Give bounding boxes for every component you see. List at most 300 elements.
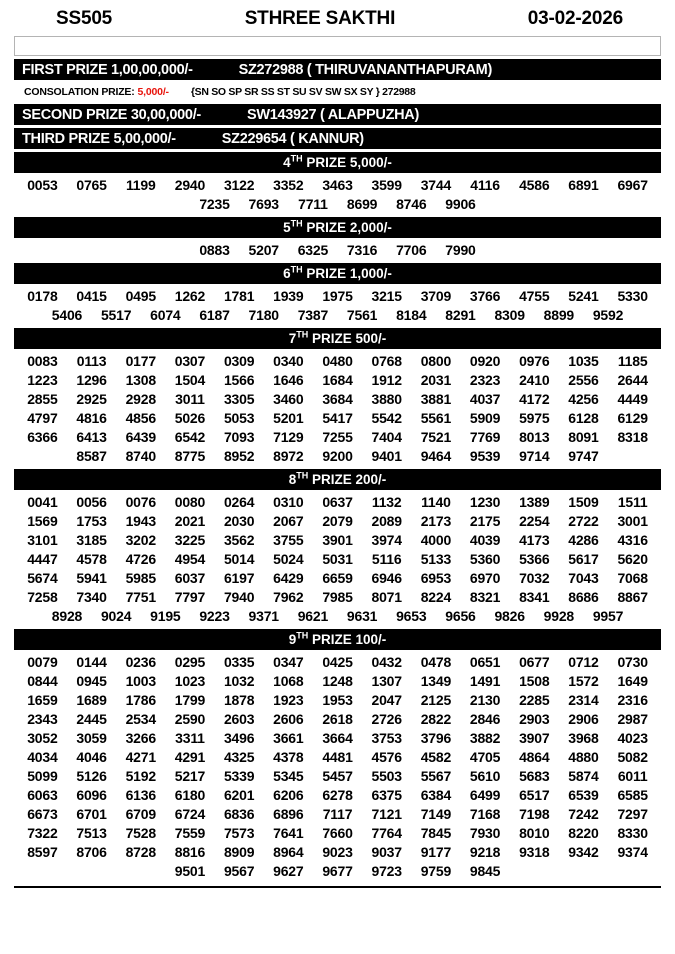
winning-number: 5360 — [469, 551, 501, 567]
winning-number: 5874 — [568, 768, 599, 784]
winning-number: 5567 — [420, 768, 452, 784]
winning-number: 5014 — [223, 551, 255, 567]
winning-number: 6953 — [420, 570, 452, 586]
winning-number: 3796 — [420, 730, 452, 746]
second-prize-row-label: SECOND PRIZE 30,00,000/- — [22, 106, 201, 123]
prize-heading-5 — [14, 217, 661, 238]
winning-number: 2606 — [273, 711, 304, 727]
winning-number: 5542 — [371, 410, 402, 426]
number-row — [14, 176, 661, 195]
winning-number: 9023 — [322, 844, 353, 860]
winning-number: 2846 — [469, 711, 501, 727]
winning-number: 7769 — [469, 429, 501, 445]
number-row — [14, 447, 661, 466]
winning-number: 6709 — [125, 806, 156, 822]
winning-number: 0800 — [420, 353, 452, 369]
winning-number: 8597 — [27, 844, 58, 860]
winning-number: 7316 — [346, 242, 378, 258]
prize-heading-4 — [14, 152, 661, 173]
winning-number: 7528 — [125, 825, 156, 841]
winning-number: 9218 — [469, 844, 501, 860]
winning-number: 7985 — [322, 589, 353, 605]
winning-number: 7322 — [27, 825, 58, 841]
winning-number: 4046 — [76, 749, 107, 765]
winning-number: 0309 — [223, 353, 255, 369]
winning-number: 0340 — [273, 353, 304, 369]
winning-number: 4880 — [568, 749, 599, 765]
winning-number: 2722 — [568, 513, 599, 529]
number-row — [14, 862, 661, 881]
winning-number: 6499 — [469, 787, 501, 803]
winning-number: 8330 — [617, 825, 648, 841]
winning-number: 2089 — [371, 513, 402, 529]
winning-number: 1296 — [76, 372, 107, 388]
winning-number: 7297 — [617, 806, 648, 822]
winning-number: 1068 — [273, 673, 304, 689]
winning-number: 6129 — [617, 410, 648, 426]
winning-number: 5617 — [568, 551, 599, 567]
winning-number: 4447 — [27, 551, 58, 567]
winning-number: 5620 — [617, 551, 648, 567]
winning-number: 1753 — [76, 513, 107, 529]
winning-number: 6673 — [27, 806, 58, 822]
number-row — [14, 767, 661, 786]
empty-note-box — [14, 36, 661, 56]
winning-number: 9024 — [100, 608, 132, 624]
winning-number: 0651 — [469, 654, 501, 670]
winning-number: 7068 — [617, 570, 648, 586]
winning-number: 1140 — [421, 494, 451, 510]
winning-number: 0765 — [76, 177, 107, 193]
prize-heading-rest: PRIZE 2,000/- — [302, 220, 392, 235]
winning-number: 8291 — [445, 307, 476, 323]
winning-number: 3881 — [420, 391, 452, 407]
winning-number: 5339 — [223, 768, 255, 784]
winning-number: 9592 — [592, 307, 624, 323]
winning-number: 2254 — [519, 513, 550, 529]
winning-number: 3753 — [371, 730, 402, 746]
winning-number: 4039 — [469, 532, 501, 548]
winning-number: 4034 — [27, 749, 58, 765]
winning-number: 8309 — [494, 307, 525, 323]
winning-number: 3001 — [617, 513, 648, 529]
winning-number: 5082 — [617, 749, 648, 765]
winning-number: 5024 — [273, 551, 304, 567]
winning-number: 2314 — [568, 692, 599, 708]
number-row — [14, 195, 661, 214]
winning-number: 1230 — [469, 494, 501, 510]
winning-number: 5406 — [51, 307, 83, 323]
winning-number: 8013 — [519, 429, 550, 445]
winning-number: 6011 — [617, 768, 648, 784]
winning-number: 1035 — [568, 353, 599, 369]
number-row — [14, 691, 661, 710]
prize-ordinal: 7 — [288, 331, 297, 346]
winning-number: 0883 — [199, 242, 230, 258]
number-row — [14, 409, 661, 428]
winning-number: 0677 — [519, 654, 550, 670]
winning-number: 9621 — [297, 608, 329, 624]
winning-number: 3225 — [174, 532, 206, 548]
first-prize-row — [14, 59, 661, 80]
prize-heading-7 — [14, 328, 661, 349]
winning-number: 7149 — [420, 806, 452, 822]
number-row — [14, 287, 661, 306]
number-row — [14, 805, 661, 824]
winning-number: 2928 — [125, 391, 156, 407]
winning-number: 6366 — [27, 429, 58, 445]
winning-number: 9747 — [568, 448, 599, 464]
prize-numbers-5 — [14, 238, 661, 263]
winning-number: 2343 — [27, 711, 58, 727]
winning-number: 1248 — [322, 673, 353, 689]
winning-number: 7940 — [223, 589, 255, 605]
prize-ordinal-suffix: TH — [290, 264, 303, 275]
winning-number: 1389 — [519, 494, 550, 510]
winning-number: 5330 — [617, 288, 648, 304]
winning-number: 3907 — [519, 730, 550, 746]
winning-number: 3266 — [125, 730, 156, 746]
winning-number: 6413 — [76, 429, 107, 445]
winning-number: 2603 — [223, 711, 255, 727]
winning-number: 0144 — [76, 654, 107, 670]
prize-numbers-9 — [14, 650, 661, 884]
number-row — [14, 607, 661, 626]
winning-number: 9928 — [543, 608, 575, 624]
number-row — [14, 672, 661, 691]
winning-number: 6074 — [150, 307, 181, 323]
winning-number: 6197 — [223, 570, 255, 586]
winning-number: 8220 — [568, 825, 599, 841]
winning-number: 7129 — [273, 429, 304, 445]
winning-number: 3661 — [273, 730, 304, 746]
winning-number: 6136 — [125, 787, 156, 803]
winning-number: 4316 — [617, 532, 648, 548]
winning-number: 2906 — [568, 711, 599, 727]
winning-number: 9906 — [445, 196, 476, 212]
winning-number: 1491 — [469, 673, 501, 689]
winning-number: 5201 — [273, 410, 304, 426]
prize-numbers-7 — [14, 349, 661, 469]
prize-ordinal: 6 — [283, 266, 291, 281]
winning-number: 4271 — [125, 749, 156, 765]
winning-number: 1569 — [27, 513, 58, 529]
prize-heading-rest: PRIZE 200/- — [308, 472, 387, 487]
winning-number: 3460 — [273, 391, 304, 407]
winning-number: 3352 — [273, 177, 304, 193]
winning-number: 5503 — [371, 768, 402, 784]
winning-number: 4173 — [519, 532, 550, 548]
winning-number: 6206 — [273, 787, 304, 803]
winning-number: 9627 — [273, 863, 304, 879]
winning-number: 0113 — [76, 353, 107, 369]
winning-number: 9371 — [248, 608, 279, 624]
winning-number: 2130 — [469, 692, 501, 708]
winning-number: 8964 — [273, 844, 304, 860]
winning-number: 8224 — [420, 589, 452, 605]
winning-number: 9374 — [617, 844, 648, 860]
winning-number: 6585 — [617, 787, 648, 803]
winning-number: 2079 — [322, 513, 353, 529]
winning-number: 1975 — [322, 288, 353, 304]
winning-number: 0056 — [76, 494, 107, 510]
winning-number: 5683 — [519, 768, 550, 784]
third-prize-row-ticket: SZ229654 ( KANNUR) — [221, 130, 364, 147]
winning-number: 2822 — [420, 711, 452, 727]
winning-number: 3968 — [568, 730, 599, 746]
winning-number: 6201 — [223, 787, 255, 803]
number-row — [14, 786, 661, 805]
first-prize-row-label: FIRST PRIZE 1,00,00,000/- — [22, 61, 193, 78]
winning-number: 2726 — [371, 711, 402, 727]
consolation-series-list: {SN SO SP SR SS ST SU SV SW SX SY } 272988 — [190, 86, 416, 98]
winning-number: 7404 — [371, 429, 402, 445]
winning-number: 9723 — [371, 863, 402, 879]
winning-number: 0310 — [273, 494, 304, 510]
winning-number: 8091 — [568, 429, 599, 445]
prize-heading-label — [283, 220, 392, 235]
winning-number: 6128 — [568, 410, 599, 426]
winning-number: 0432 — [371, 654, 402, 670]
winning-number: 5674 — [27, 570, 58, 586]
winning-number: 1953 — [322, 692, 353, 708]
winning-number: 3059 — [76, 730, 107, 746]
winning-number: 9656 — [445, 608, 476, 624]
prize-numbers-8 — [14, 490, 661, 629]
winning-number: 5026 — [174, 410, 206, 426]
winning-number: 3709 — [420, 288, 452, 304]
winning-number: 6037 — [174, 570, 206, 586]
winning-number: 7797 — [174, 589, 206, 605]
results-content — [0, 59, 675, 884]
winning-number: 5985 — [125, 570, 156, 586]
winning-number: 2047 — [371, 692, 402, 708]
winning-number: 9539 — [469, 448, 501, 464]
winning-number: 2031 — [420, 372, 452, 388]
winning-number: 1939 — [273, 288, 304, 304]
winning-number: 5133 — [420, 551, 452, 567]
prize-heading-label — [289, 331, 387, 346]
winning-number: 0083 — [27, 353, 58, 369]
winning-number: 1003 — [125, 673, 156, 689]
winning-number: 2855 — [27, 391, 58, 407]
winning-number: 8318 — [617, 429, 648, 445]
consolation-prize-row — [14, 83, 661, 101]
winning-number: 6096 — [76, 787, 107, 803]
winning-number: 7387 — [297, 307, 329, 323]
winning-number: 6542 — [174, 429, 206, 445]
winning-number: 7962 — [273, 589, 304, 605]
winning-number: 5941 — [76, 570, 107, 586]
winning-number: 3755 — [273, 532, 304, 548]
winning-number: 9200 — [322, 448, 353, 464]
winning-number: 5099 — [27, 768, 58, 784]
second-prize-row — [14, 104, 661, 125]
winning-number: 1307 — [371, 673, 402, 689]
prize-heading-9 — [14, 629, 661, 650]
winning-number: 1799 — [174, 692, 206, 708]
winning-number: 5217 — [174, 768, 206, 784]
winning-number: 3496 — [223, 730, 255, 746]
winning-number: 7117 — [322, 806, 353, 822]
prize-numbers-6 — [14, 284, 661, 328]
winning-number: 5126 — [76, 768, 107, 784]
winning-number: 7032 — [519, 570, 550, 586]
winning-number: 5192 — [125, 768, 156, 784]
winning-number: 2021 — [174, 513, 206, 529]
number-row — [14, 428, 661, 447]
winning-number: 5207 — [248, 242, 279, 258]
winning-number: 4755 — [519, 288, 550, 304]
winning-number: 1511 — [617, 494, 648, 510]
winning-number: 3562 — [223, 532, 255, 548]
winning-number: 1509 — [568, 494, 599, 510]
winning-number: 7660 — [322, 825, 353, 841]
winning-number: 2030 — [223, 513, 255, 529]
winning-number: 7706 — [396, 242, 427, 258]
winning-number: 7521 — [420, 429, 452, 445]
winning-number: 6429 — [273, 570, 304, 586]
number-row — [14, 390, 661, 409]
number-row — [14, 588, 661, 607]
winning-number: 7198 — [519, 806, 550, 822]
winning-number: 1878 — [223, 692, 255, 708]
winning-number: 6063 — [27, 787, 58, 803]
winning-number: 1649 — [617, 673, 648, 689]
winning-number: 4864 — [519, 749, 550, 765]
winning-number: 3599 — [371, 177, 402, 193]
winning-number: 0347 — [273, 654, 304, 670]
winning-number: 1572 — [568, 673, 599, 689]
winning-number: 2556 — [568, 372, 599, 388]
winning-number: 7990 — [445, 242, 476, 258]
winning-number: 7168 — [469, 806, 501, 822]
winning-number: 9223 — [199, 608, 230, 624]
winning-number: 6439 — [125, 429, 156, 445]
winning-number: 0945 — [76, 673, 107, 689]
winning-number: 6187 — [199, 307, 230, 323]
number-row — [14, 531, 661, 550]
third-prize-row-label: THIRD PRIZE 5,00,000/- — [22, 130, 176, 147]
winning-number: 3185 — [76, 532, 107, 548]
winning-number: 2940 — [174, 177, 206, 193]
winning-number: 1223 — [27, 372, 58, 388]
prize-ordinal-suffix: TH — [290, 153, 303, 164]
winning-number: 1786 — [125, 692, 156, 708]
winning-number: 7641 — [273, 825, 304, 841]
winning-number: 8740 — [125, 448, 156, 464]
winning-number: 7559 — [174, 825, 206, 841]
prize-ordinal: 4 — [283, 155, 291, 170]
winning-number: 0079 — [27, 654, 58, 670]
winning-number: 3101 — [27, 532, 58, 548]
winning-number: 6967 — [617, 177, 648, 193]
winning-number: 3684 — [322, 391, 353, 407]
winning-number: 4576 — [371, 749, 402, 765]
winning-number: 8686 — [568, 589, 599, 605]
winning-number: 7751 — [125, 589, 156, 605]
consolation-amount: 5,000/- — [137, 86, 169, 98]
winning-number: 8899 — [543, 307, 575, 323]
winning-number: 4291 — [174, 749, 206, 765]
winning-number: 3305 — [223, 391, 255, 407]
number-row — [14, 371, 661, 390]
winning-number: 4000 — [420, 532, 452, 548]
winning-number: 0041 — [27, 494, 58, 510]
winning-number: 5417 — [322, 410, 353, 426]
winning-number: 4816 — [76, 410, 107, 426]
winning-number: 7242 — [568, 806, 599, 822]
winning-number: 0307 — [174, 353, 206, 369]
winning-number: 8071 — [371, 589, 402, 605]
winning-number: 5053 — [223, 410, 255, 426]
winning-number: 2903 — [519, 711, 550, 727]
consolation-label: CONSOLATION PRIZE: — [24, 86, 135, 98]
winning-number: 7093 — [223, 429, 255, 445]
winning-number: 1349 — [420, 673, 452, 689]
winning-number: 7235 — [199, 196, 230, 212]
winning-number: 7845 — [420, 825, 452, 841]
prize-heading-label — [283, 155, 392, 170]
prize-heading-label — [289, 632, 387, 647]
winning-number: 2285 — [519, 692, 550, 708]
winning-number: 4023 — [617, 730, 648, 746]
number-row — [14, 306, 661, 325]
winning-number: 3880 — [371, 391, 402, 407]
winning-number: 7764 — [371, 825, 402, 841]
lottery-code: SS505 — [56, 8, 113, 29]
winning-number: 9037 — [371, 844, 402, 860]
prize-heading-label — [283, 266, 392, 281]
winning-number: 4172 — [519, 391, 550, 407]
winning-number: 9501 — [174, 863, 206, 879]
winning-number: 0844 — [27, 673, 58, 689]
winning-number: 0335 — [223, 654, 255, 670]
winning-number: 9759 — [420, 863, 452, 879]
winning-number: 9631 — [346, 608, 378, 624]
third-prize-row — [14, 128, 661, 149]
draw-date: 03-02-2026 — [527, 8, 623, 29]
winning-number: 7693 — [248, 196, 279, 212]
winning-number: 2925 — [76, 391, 107, 407]
winning-number: 1262 — [174, 288, 206, 304]
winning-number: 8972 — [273, 448, 304, 464]
prize-ordinal: 9 — [288, 632, 297, 647]
winning-number: 1132 — [371, 494, 402, 510]
winning-number: 0976 — [519, 353, 550, 369]
winning-number: 5116 — [371, 551, 402, 567]
number-row — [14, 569, 661, 588]
winning-number: 1308 — [125, 372, 156, 388]
winning-number: 2618 — [322, 711, 353, 727]
winning-number: 0480 — [322, 353, 353, 369]
winning-number: 5366 — [519, 551, 550, 567]
winning-number: 0712 — [568, 654, 599, 670]
number-row — [14, 512, 661, 531]
number-row — [14, 748, 661, 767]
winning-number: 7711 — [298, 196, 328, 212]
winning-number: 9653 — [396, 608, 427, 624]
prize-heading-6 — [14, 263, 661, 284]
winning-number: 3052 — [27, 730, 58, 746]
winning-number: 2173 — [420, 513, 452, 529]
winning-number: 8928 — [51, 608, 83, 624]
winning-number: 7121 — [371, 806, 402, 822]
winning-number: 7930 — [469, 825, 501, 841]
page-header — [0, 0, 675, 36]
winning-number: 2067 — [273, 513, 304, 529]
winning-number: 0264 — [223, 494, 255, 510]
